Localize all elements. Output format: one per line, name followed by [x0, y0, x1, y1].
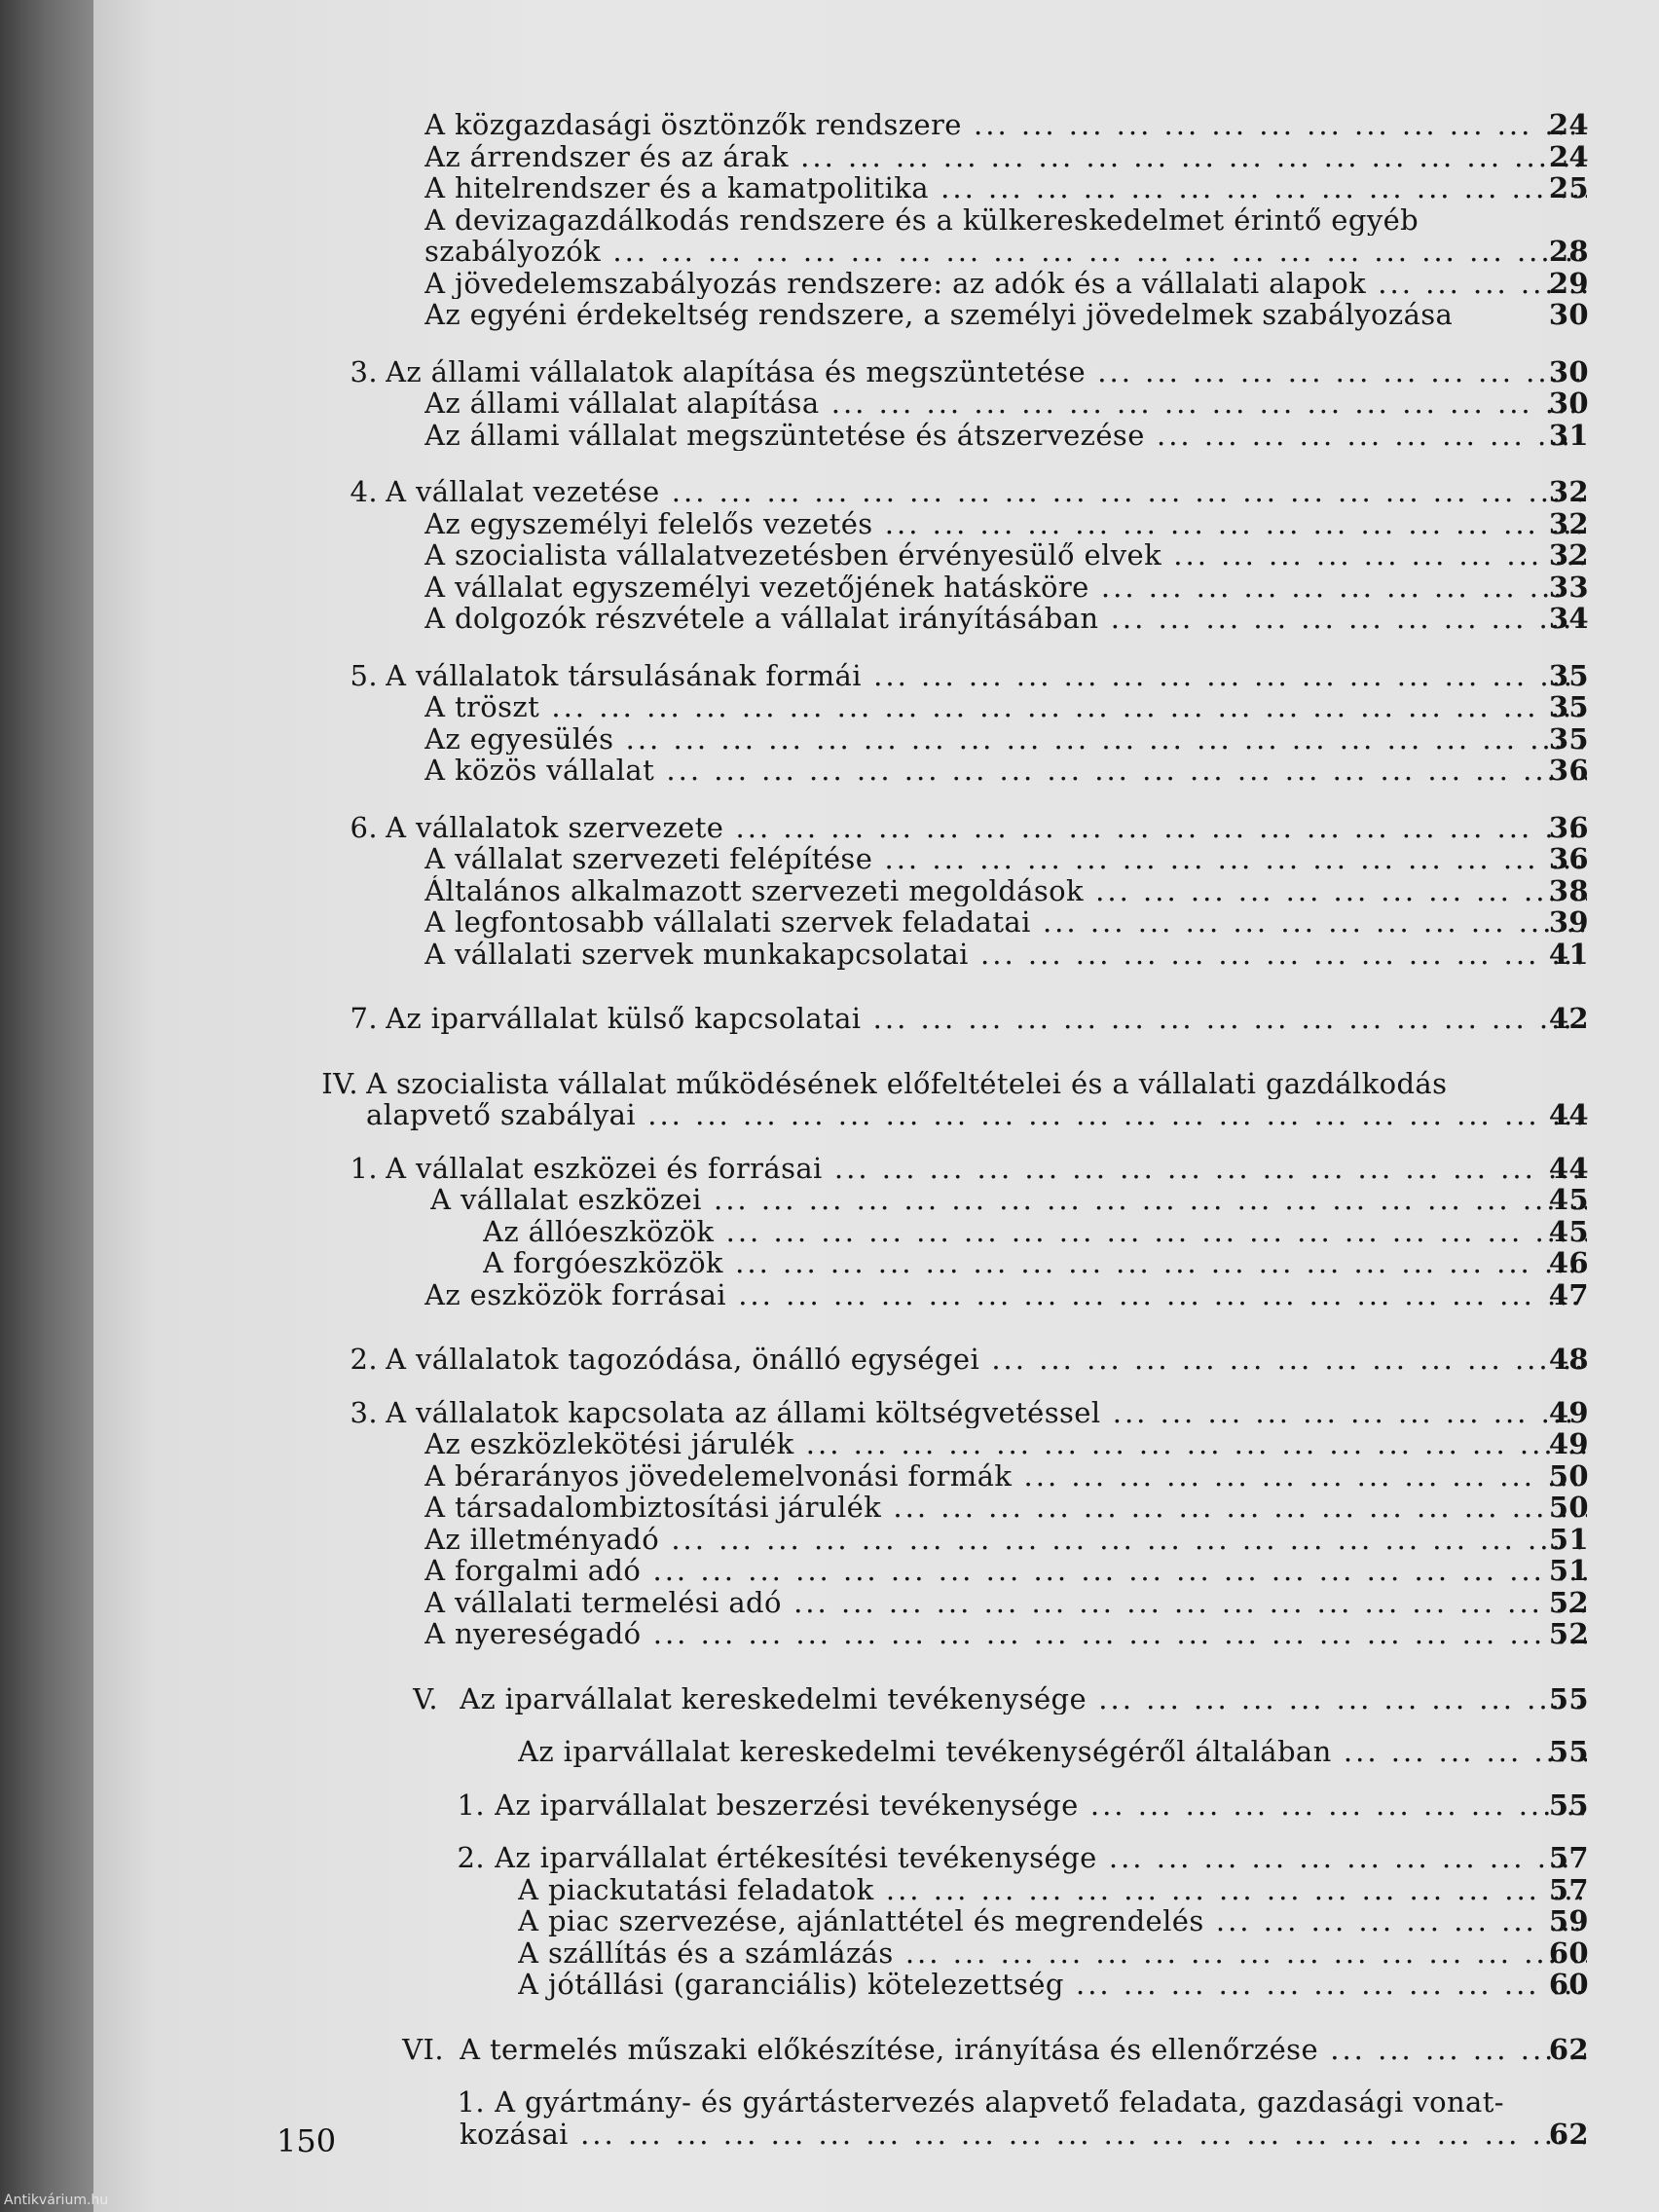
toc-entry-title: A forgalmi adó ... . [424, 1555, 1587, 1587]
toc-section-title: A vállalat eszközei és forrásai ... . [386, 1153, 1587, 1185]
toc-entry-title: A tröszt ... . [424, 691, 1587, 723]
toc-chapter-number: VI. [402, 2032, 444, 2066]
toc-entry [93, 1874, 1659, 1906]
toc-section [93, 1003, 1659, 1035]
toc-entry-title-line1: A devizagazdálkodás rendszere és a külkereskedelmet érintő egyéb [424, 203, 1419, 236]
toc-entry [93, 875, 1659, 907]
toc-page-number: 55 [1548, 1681, 1589, 1715]
toc-page-number: 33 [1548, 570, 1589, 604]
toc-page-number: 31 [1548, 418, 1589, 452]
toc-entry-title: A szocialista vállalatvezetésben érvényesülő elvek ... . [424, 539, 1587, 571]
toc-entry [93, 539, 1659, 571]
toc-chapter-continuation [93, 1099, 1659, 1131]
toc-entry-title: A dolgozók részvétele a vállalat irányításában ... . [424, 603, 1587, 635]
toc-page-number: 59 [1548, 1904, 1589, 1937]
toc-subentry-title: Az állóeszközök ... . [483, 1216, 1587, 1248]
toc-entry [93, 141, 1659, 173]
toc-entry [93, 109, 1659, 141]
toc-page-number: 25 [1548, 171, 1589, 204]
toc-entry-title: A vállalati szervek munkakapcsolatai ... . [424, 939, 1587, 971]
toc-entry [93, 723, 1659, 756]
toc-page-number: 45 [1548, 1183, 1589, 1216]
toc-page-number: 57 [1548, 1841, 1589, 1874]
toc-page-number: 36 [1548, 810, 1589, 844]
toc-section-number: 3. [350, 1395, 378, 1429]
toc-entry-title: Az illetményadó ... . [424, 1524, 1587, 1556]
toc-entry [93, 1736, 1659, 1768]
toc-entry [93, 843, 1659, 875]
toc-page-number: 46 [1548, 1246, 1589, 1279]
toc-section [93, 1153, 1659, 1185]
toc-page-number: 50 [1548, 1491, 1589, 1524]
toc-page-number: 52 [1548, 1617, 1589, 1650]
toc-section-number: 4. [350, 475, 378, 508]
toc-page-number: 32 [1548, 538, 1589, 571]
toc-page-number: 32 [1548, 475, 1589, 508]
toc-entry-title-line2: szabályozók ... . [424, 236, 1587, 268]
toc-entry-title: A vállalat szervezeti felépítése ... . [424, 843, 1587, 875]
toc-entry-title: Az állami vállalat megszüntetése és átszervezése ... . [424, 420, 1587, 452]
toc-entry-title: A piac szervezése, ajánlattétel és megrendelés ... . [518, 1905, 1587, 1937]
toc-page-number: 30 [1548, 354, 1589, 388]
toc-entry-title: A közgazdasági ösztönzők rendszere ... . [424, 109, 1587, 141]
toc-section [93, 1397, 1659, 1429]
toc-chapter [93, 1683, 1659, 1715]
toc-page-number: 51 [1548, 1522, 1589, 1556]
toc-entry [93, 1524, 1659, 1556]
toc-page-number: 35 [1548, 690, 1589, 723]
toc-section-title: Az iparvállalat beszerzési tevékenysége ... . [495, 1789, 1587, 1822]
toc-entry [93, 1428, 1659, 1460]
toc-section-number: 1. [457, 1788, 485, 1822]
toc-section [93, 356, 1659, 388]
toc-page-number: 34 [1548, 602, 1589, 635]
toc-section-number: 1. [350, 1151, 378, 1185]
toc-page-number: 47 [1548, 1277, 1589, 1311]
book-page [93, 0, 1659, 2212]
toc-entry-title: A hitelrendszer és a kamatpolitika ... . [424, 172, 1587, 204]
toc-entry [93, 1460, 1659, 1493]
toc-entry-title: Az egyesülés ... . [424, 723, 1587, 756]
toc-entry-title: Az eszközlekötési járulék ... . [424, 1428, 1587, 1460]
toc-entry [93, 268, 1659, 300]
toc-chapter-title: Az iparvállalat kereskedelmi tevékenysége ... . [460, 1683, 1587, 1715]
toc-page-number: 44 [1548, 1151, 1589, 1185]
toc-section-number: 3. [350, 354, 378, 388]
toc-page-number: 60 [1548, 1968, 1589, 2001]
toc-section-title: A vállalatok szervezete ... . [386, 812, 1587, 844]
toc-entry [93, 1905, 1659, 1937]
toc-section-title: Az iparvállalat értékesítési tevékenysége ... . [495, 1842, 1587, 1874]
toc-page-number: 49 [1548, 1395, 1589, 1429]
toc-entry-title: A közös vállalat ... . [424, 755, 1587, 787]
toc-entry-title: A szállítás és a számlázás ... . [518, 1937, 1587, 1970]
toc-section [93, 1789, 1659, 1822]
toc-page-number: 44 [1548, 1098, 1589, 1131]
toc-section [93, 1842, 1659, 1874]
table-of-contents [93, 109, 1659, 2150]
toc-section [93, 2086, 1659, 2119]
toc-section-title: A vállalat vezetése ... . [386, 476, 1587, 508]
watermark: Antikvárium.hu [4, 2193, 109, 2208]
toc-entry-title: Az árrendszer és az árak ... . [424, 141, 1587, 173]
toc-page-number: 49 [1548, 1427, 1589, 1460]
toc-page-number: 35 [1548, 721, 1589, 756]
toc-section-title: Az állami vállalatok alapítása és megszüntetése ... . [386, 356, 1587, 388]
toc-page-number: 32 [1548, 506, 1589, 540]
toc-page-number: 57 [1548, 1872, 1589, 1906]
toc-page-number: 50 [1548, 1458, 1589, 1493]
toc-page-number: 38 [1548, 873, 1589, 907]
toc-section-number: 1. [457, 2085, 485, 2119]
toc-entry [93, 755, 1659, 787]
toc-entry [93, 1492, 1659, 1524]
toc-page-number: 30 [1548, 387, 1589, 420]
toc-entry [93, 1969, 1659, 2001]
toc-page-number: 36 [1548, 754, 1589, 787]
toc-entry [93, 172, 1659, 204]
toc-section-number: 5. [350, 658, 378, 692]
toc-entry-title: Az eszközök forrásai ... . [424, 1279, 1587, 1311]
toc-page-number: 24 [1548, 108, 1589, 141]
toc-entry [93, 1937, 1659, 1970]
toc-section [93, 660, 1659, 692]
toc-entry-title: A társadalombiztosítási járulék ... . [424, 1492, 1587, 1524]
toc-section-number: 7. [350, 1002, 378, 1035]
toc-entry [93, 1618, 1659, 1650]
toc-section-number: 2. [457, 1841, 485, 1874]
toc-entry-title: Az iparvállalat kereskedelmi tevékenységéről általában ... . [518, 1736, 1587, 1768]
toc-entry-title: A vállalati termelési adó ... . [424, 1587, 1587, 1619]
toc-chapter-number: V. [413, 1681, 438, 1715]
toc-entry [93, 299, 1659, 331]
toc-entry [93, 571, 1659, 604]
toc-entry-title: Általános alkalmazott szervezeti megoldások ... . [424, 875, 1587, 907]
toc-subentry-title: A forgóeszközök ... . [483, 1247, 1587, 1279]
toc-page-number: 24 [1548, 139, 1589, 173]
toc-entry [93, 939, 1659, 971]
toc-chapter-title-line1: A szocialista vállalat működésének előfeltételei és a vállalati gazdálkodás [366, 1067, 1448, 1099]
toc-entry-continuation [93, 236, 1659, 268]
toc-entry-title: A jövedelemszabályozás rendszere: az adók és a vállalati alapok ... . [424, 268, 1587, 300]
toc-subentry [93, 1247, 1659, 1279]
toc-chapter-title-line2: alapvető szabályai ... . [366, 1099, 1587, 1131]
toc-entry [93, 1279, 1659, 1311]
toc-section-title-line2: kozásai ... . [460, 2119, 1587, 2151]
toc-entry [93, 387, 1659, 420]
toc-page-number: 52 [1548, 1585, 1589, 1619]
toc-page-number: 55 [1548, 1735, 1589, 1768]
toc-chapter-title: A termelés műszaki előkészítése, irányítása és ellenőrzése ... . [460, 2034, 1587, 2066]
toc-entry [93, 1184, 1659, 1216]
toc-entry [93, 603, 1659, 635]
toc-entry [93, 691, 1659, 723]
toc-entry [93, 204, 1659, 237]
toc-page-number: 42 [1548, 1002, 1589, 1035]
toc-page-number: 35 [1548, 658, 1589, 692]
toc-page-number: 41 [1548, 937, 1589, 971]
toc-entry-title: Az állami vállalat alapítása ... . [424, 387, 1587, 420]
toc-page-number: 48 [1548, 1343, 1589, 1376]
toc-section-title: A vállalatok kapcsolata az állami költségvetéssel ... . [386, 1397, 1587, 1429]
toc-chapter [93, 2034, 1659, 2066]
toc-entry-title: Az egyszemélyi felelős vezetés ... . [424, 508, 1587, 540]
toc-page-number: 39 [1548, 905, 1589, 939]
toc-page-number: 51 [1548, 1554, 1589, 1587]
toc-chapter [93, 1068, 1659, 1100]
toc-entry-title: A nyereségadó ... . [424, 1618, 1587, 1650]
toc-entry [93, 906, 1659, 939]
toc-entry-title: A jótállási (garanciális) kötelezettség ... . [518, 1969, 1587, 2001]
toc-subentry [93, 1216, 1659, 1248]
toc-section-title-line1: A gyártmány- és gyártástervezés alapvető feladata, gazdasági vonat- [495, 2086, 1504, 2119]
toc-entry-title: A bérarányos jövedelemelvonási formák ... . [424, 1460, 1587, 1493]
toc-page-number: 62 [1548, 2032, 1589, 2066]
toc-section [93, 476, 1659, 508]
toc-chapter-number: IV. [321, 1066, 358, 1100]
toc-entry [93, 1555, 1659, 1587]
toc-section-title: A vállalatok társulásának formái ... . [386, 660, 1587, 692]
toc-section [93, 812, 1659, 844]
toc-page-number: 45 [1548, 1214, 1589, 1248]
toc-entry [93, 420, 1659, 452]
toc-page-number: 62 [1548, 2117, 1589, 2151]
toc-entry-title: A piackutatási feladatok ... . [518, 1874, 1587, 1906]
toc-entry [93, 508, 1659, 540]
toc-entry-title: Az egyéni érdekeltség rendszere, a személyi jövedelmek szabályozása [424, 299, 1454, 331]
toc-section-title: Az iparvállalat külső kapcsolatai ... . [386, 1003, 1587, 1035]
toc-entry-title: A vállalat eszközei ... . [430, 1184, 1587, 1216]
toc-entry-title: A legfontosabb vállalati szervek feladatai ... . [424, 906, 1587, 939]
toc-section-number: 2. [350, 1343, 378, 1376]
toc-page-number: 36 [1548, 842, 1589, 875]
toc-page-number: 60 [1548, 1936, 1589, 1970]
toc-page-number: 29 [1548, 266, 1589, 300]
toc-entry-title: A vállalat egyszemélyi vezetőjének hatásköre ... . [424, 571, 1587, 604]
toc-page-number: 30 [1548, 298, 1589, 331]
toc-section-title: A vállalatok tagozódása, önálló egységei ... . [386, 1344, 1587, 1376]
toc-page-number: 28 [1548, 235, 1589, 268]
toc-page-number: 55 [1548, 1788, 1589, 1822]
toc-section-number: 6. [350, 810, 378, 844]
page-number: 150 [276, 2122, 337, 2159]
toc-section [93, 1344, 1659, 1376]
toc-entry [93, 1587, 1659, 1619]
